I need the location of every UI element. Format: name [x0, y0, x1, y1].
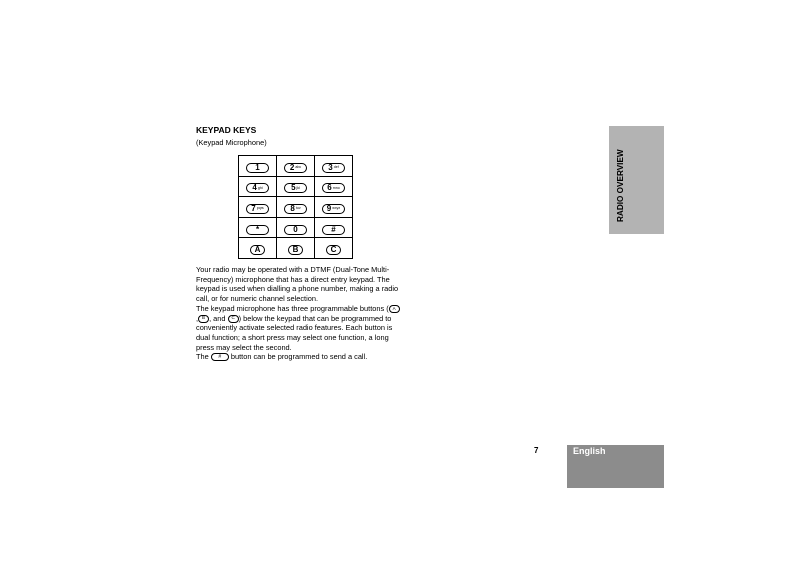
keypad-cell	[315, 156, 353, 177]
keypad-cell	[315, 238, 353, 259]
keypad-cell	[277, 156, 315, 177]
keypad-cell	[239, 197, 277, 218]
key-a-icon: A	[389, 305, 400, 313]
paragraph-programmable-buttons: The keypad microphone has three programmable buttons ( A, B , and C ) below the keypad that can be programmed to conveniently activate selected radio features. Each button is dual function; a short press may select one function, a long press may select the second.	[196, 304, 400, 353]
key-c-icon: C	[228, 315, 239, 323]
keypad-cell	[239, 156, 277, 177]
keypad-key-icon: 5 jkl	[284, 183, 307, 193]
keypad-key-icon: 3 def	[322, 163, 345, 173]
keypad-cell	[315, 176, 353, 197]
keypad-key-icon: 1	[246, 163, 269, 173]
keypad-diagram	[238, 155, 353, 259]
body-text	[196, 265, 400, 362]
paragraph-hash-button: The # button can be programmed to send a call.	[196, 352, 368, 362]
keypad-key-icon: B	[288, 245, 303, 255]
keypad-key-icon: 9 wxyz	[322, 204, 345, 214]
keypad-row	[239, 217, 353, 238]
keypad-key-icon: 4 ghi	[246, 183, 269, 193]
section-title: KEYPAD KEYS	[196, 125, 257, 135]
keypad-key-icon: 0	[284, 225, 307, 235]
keypad-cell	[277, 217, 315, 238]
language-tab	[567, 445, 664, 488]
page-number: 7	[534, 446, 539, 455]
keypad-cell	[277, 176, 315, 197]
keypad-key-icon: C	[326, 245, 341, 255]
keypad-cell	[239, 238, 277, 259]
paragraph-dtmf-intro: Your radio may be operated with a DTMF (Dual-Tone Multi-Frequency) microphone that has a direct entry keypad. The keypad is used when dialling a phone number, making a radio call, or for numeric channel selection.	[196, 265, 399, 304]
keypad-cell	[277, 197, 315, 218]
keypad-key-icon: 2 abc	[284, 163, 307, 173]
keypad-cell	[277, 238, 315, 259]
keypad-key-icon: A	[250, 245, 265, 255]
side-tab-label: RADIO OVERVIEW	[616, 149, 625, 222]
key-b-icon: B	[198, 315, 209, 323]
keypad-key-icon: *	[246, 225, 269, 235]
keypad-key-icon: 8 tuv	[284, 204, 307, 214]
keypad-cell	[239, 176, 277, 197]
language-label: English	[573, 446, 606, 456]
keypad-key-icon: #	[322, 225, 345, 235]
keypad-cell	[239, 217, 277, 238]
keypad-row	[239, 156, 353, 177]
keypad-row	[239, 176, 353, 197]
keypad-row	[239, 238, 353, 259]
hash-key-icon: #	[211, 353, 229, 361]
keypad-row	[239, 197, 353, 218]
keypad-key-icon: 7 pqrs	[246, 204, 269, 214]
keypad-key-icon: 6 mno	[322, 183, 345, 193]
side-section-tab	[609, 126, 664, 234]
keypad-cell	[315, 217, 353, 238]
section-subtitle: (Keypad Microphone)	[196, 138, 267, 147]
keypad-cell	[315, 197, 353, 218]
